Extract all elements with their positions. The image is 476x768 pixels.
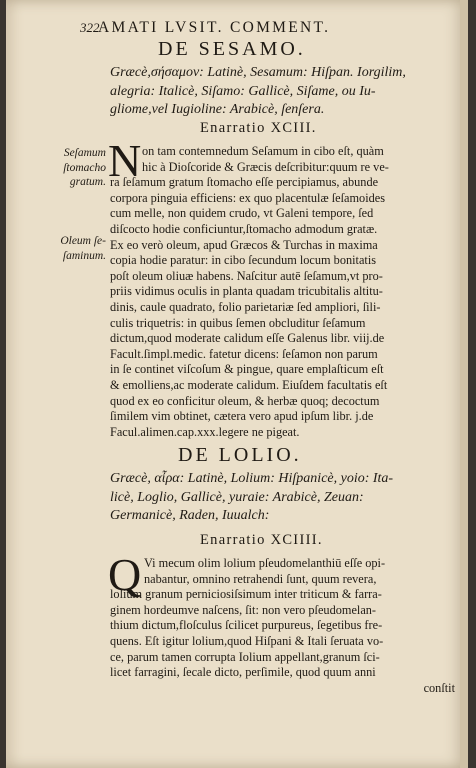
margin-note: Oleum ſe- ſaminum. bbox=[60, 235, 106, 262]
text-line: copia hodie paratur: in cibo ſecundum locum bonitatis bbox=[110, 253, 377, 268]
text-line: lolium granum perniciosiſsimum inter triticum & farra- bbox=[110, 587, 382, 602]
enarratio-heading: Enarratio XCIIII. bbox=[200, 532, 323, 548]
enarratio-heading: Enarratio XCIII. bbox=[200, 120, 317, 136]
text-line: on tam contemnedum Seſamum in cibo eſt, quàm bbox=[142, 144, 384, 158]
text-line: ce, parum tamen corrupta Iolium appellant,granum ſci- bbox=[110, 649, 380, 664]
text-line: dinis, caule quadrato, folio parietariæ ſed ampliori, ſili- bbox=[110, 299, 381, 314]
synonym-line: Germanicè, Raden, Iuualch: bbox=[110, 508, 270, 523]
margin-note: Seſamum ſtomacho gratum. bbox=[63, 147, 106, 188]
section-title-lolio: DE LOLIO. bbox=[178, 444, 302, 466]
text-line: Facult.ſimpl.medic. fatetur dicens: ſeſamon non parum bbox=[110, 346, 378, 361]
body-text-sesamo bbox=[110, 144, 455, 440]
running-title: AMATI LVSIT. COMMENT. bbox=[98, 19, 331, 36]
text-line: & emolliens,ac moderate calidum. Eiuſdem facultatis eſt bbox=[110, 377, 388, 392]
text-line: nabantur, omnino retrahendi ſunt, quum revera, bbox=[144, 571, 377, 586]
synonym-line: alegria: Italicè, Siſamo: Gallicè, Siſame, ou Iu- bbox=[110, 83, 376, 99]
synonyms-lolio bbox=[110, 470, 450, 526]
synonym-line: Græcè,σήσαμον: Latinè, Sesamum: Hiſpan. Iorgilim, bbox=[110, 65, 406, 80]
drop-cap: N bbox=[108, 135, 142, 186]
text-line: in ſe continet viſcoſum & pingue, quare emplaſticum eſt bbox=[110, 362, 384, 377]
text-line: hic à Dioſcoride & Græcis deſcribitur:quum re ve- bbox=[142, 159, 389, 174]
text-line: ra ſeſamum gratum ſtomacho eſſe percipiamus, abunde bbox=[110, 175, 379, 190]
synonym-line: Græcè, αἶρα: Latinè, Lolium: Hiſpanicè, yoio: Ita- bbox=[110, 471, 394, 486]
page-number: 322 bbox=[80, 20, 100, 35]
text-line: Vi mecum olim lolium pſeudomelanthiū eſſe opi- bbox=[144, 556, 386, 570]
drop-cap: Q bbox=[108, 549, 142, 600]
text-line: diſcocto hodie conficiuntur,ſtomacho admodum gratæ. bbox=[110, 221, 378, 236]
synonym-line: gliome,vel Iugioline: Arabicè, ſenſera. bbox=[110, 102, 325, 117]
text-line: priis vidimus oculis in planta quadam tricubitalis altitu- bbox=[110, 284, 383, 299]
text-line: cum melle, non quidem crudo, vt Galeni tempore, ſed bbox=[110, 206, 374, 221]
text-line: Ex eo verò oleum, apud Græcos & Turchas in maxima bbox=[110, 237, 378, 252]
text-line: quens. Eſt igitur lolium,quod Hiſpani & Itali ſeruata vo- bbox=[110, 633, 384, 648]
text-line: ginem hordeumve naſcens, ſit: non vero pſeudomelan- bbox=[110, 602, 377, 617]
text-line: corpora pinguia efficiens: ex quo placentulæ ſeſamoides bbox=[110, 190, 385, 205]
text-line: thium dictum,floſculus ſcilicet purpureus, ſegetibus fre- bbox=[110, 618, 383, 633]
text-line: poſt oleum oliuæ habens. Naſcitur autē ſeſamum,vt pro- bbox=[110, 268, 383, 283]
text-line: quod ex eo conficitur oleum, & herbæ quoq; decoctum bbox=[110, 393, 380, 408]
text-line: ſimilem vim obtinet, cætera vero apud ipſum libr. j.de bbox=[110, 409, 374, 424]
synonyms-sesamo bbox=[110, 64, 450, 120]
synonym-line: licè, Loglio, Gallicè, yuraie: Arabicè, Zeuan: bbox=[110, 489, 364, 505]
text-line: culis triquetris: in quibus ſemen obcluditur ſeſamum bbox=[110, 315, 366, 330]
body-text-lolio bbox=[110, 556, 455, 696]
text-line: dictum,quod moderate calidum eſſe Galenus libr. viij.de bbox=[110, 331, 385, 346]
text-line: licet farragini, ſecale dicto, perſimile, quod quum anni bbox=[110, 665, 376, 680]
catchword: conſtit bbox=[423, 680, 455, 695]
page-edge bbox=[460, 0, 468, 768]
book-page bbox=[6, 0, 468, 768]
section-title-sesamo: DE SESAMO. bbox=[158, 38, 306, 60]
text-line: Facul.alimen.cap.xxx.legere ne pigeat. bbox=[110, 424, 300, 439]
running-head bbox=[80, 20, 410, 40]
